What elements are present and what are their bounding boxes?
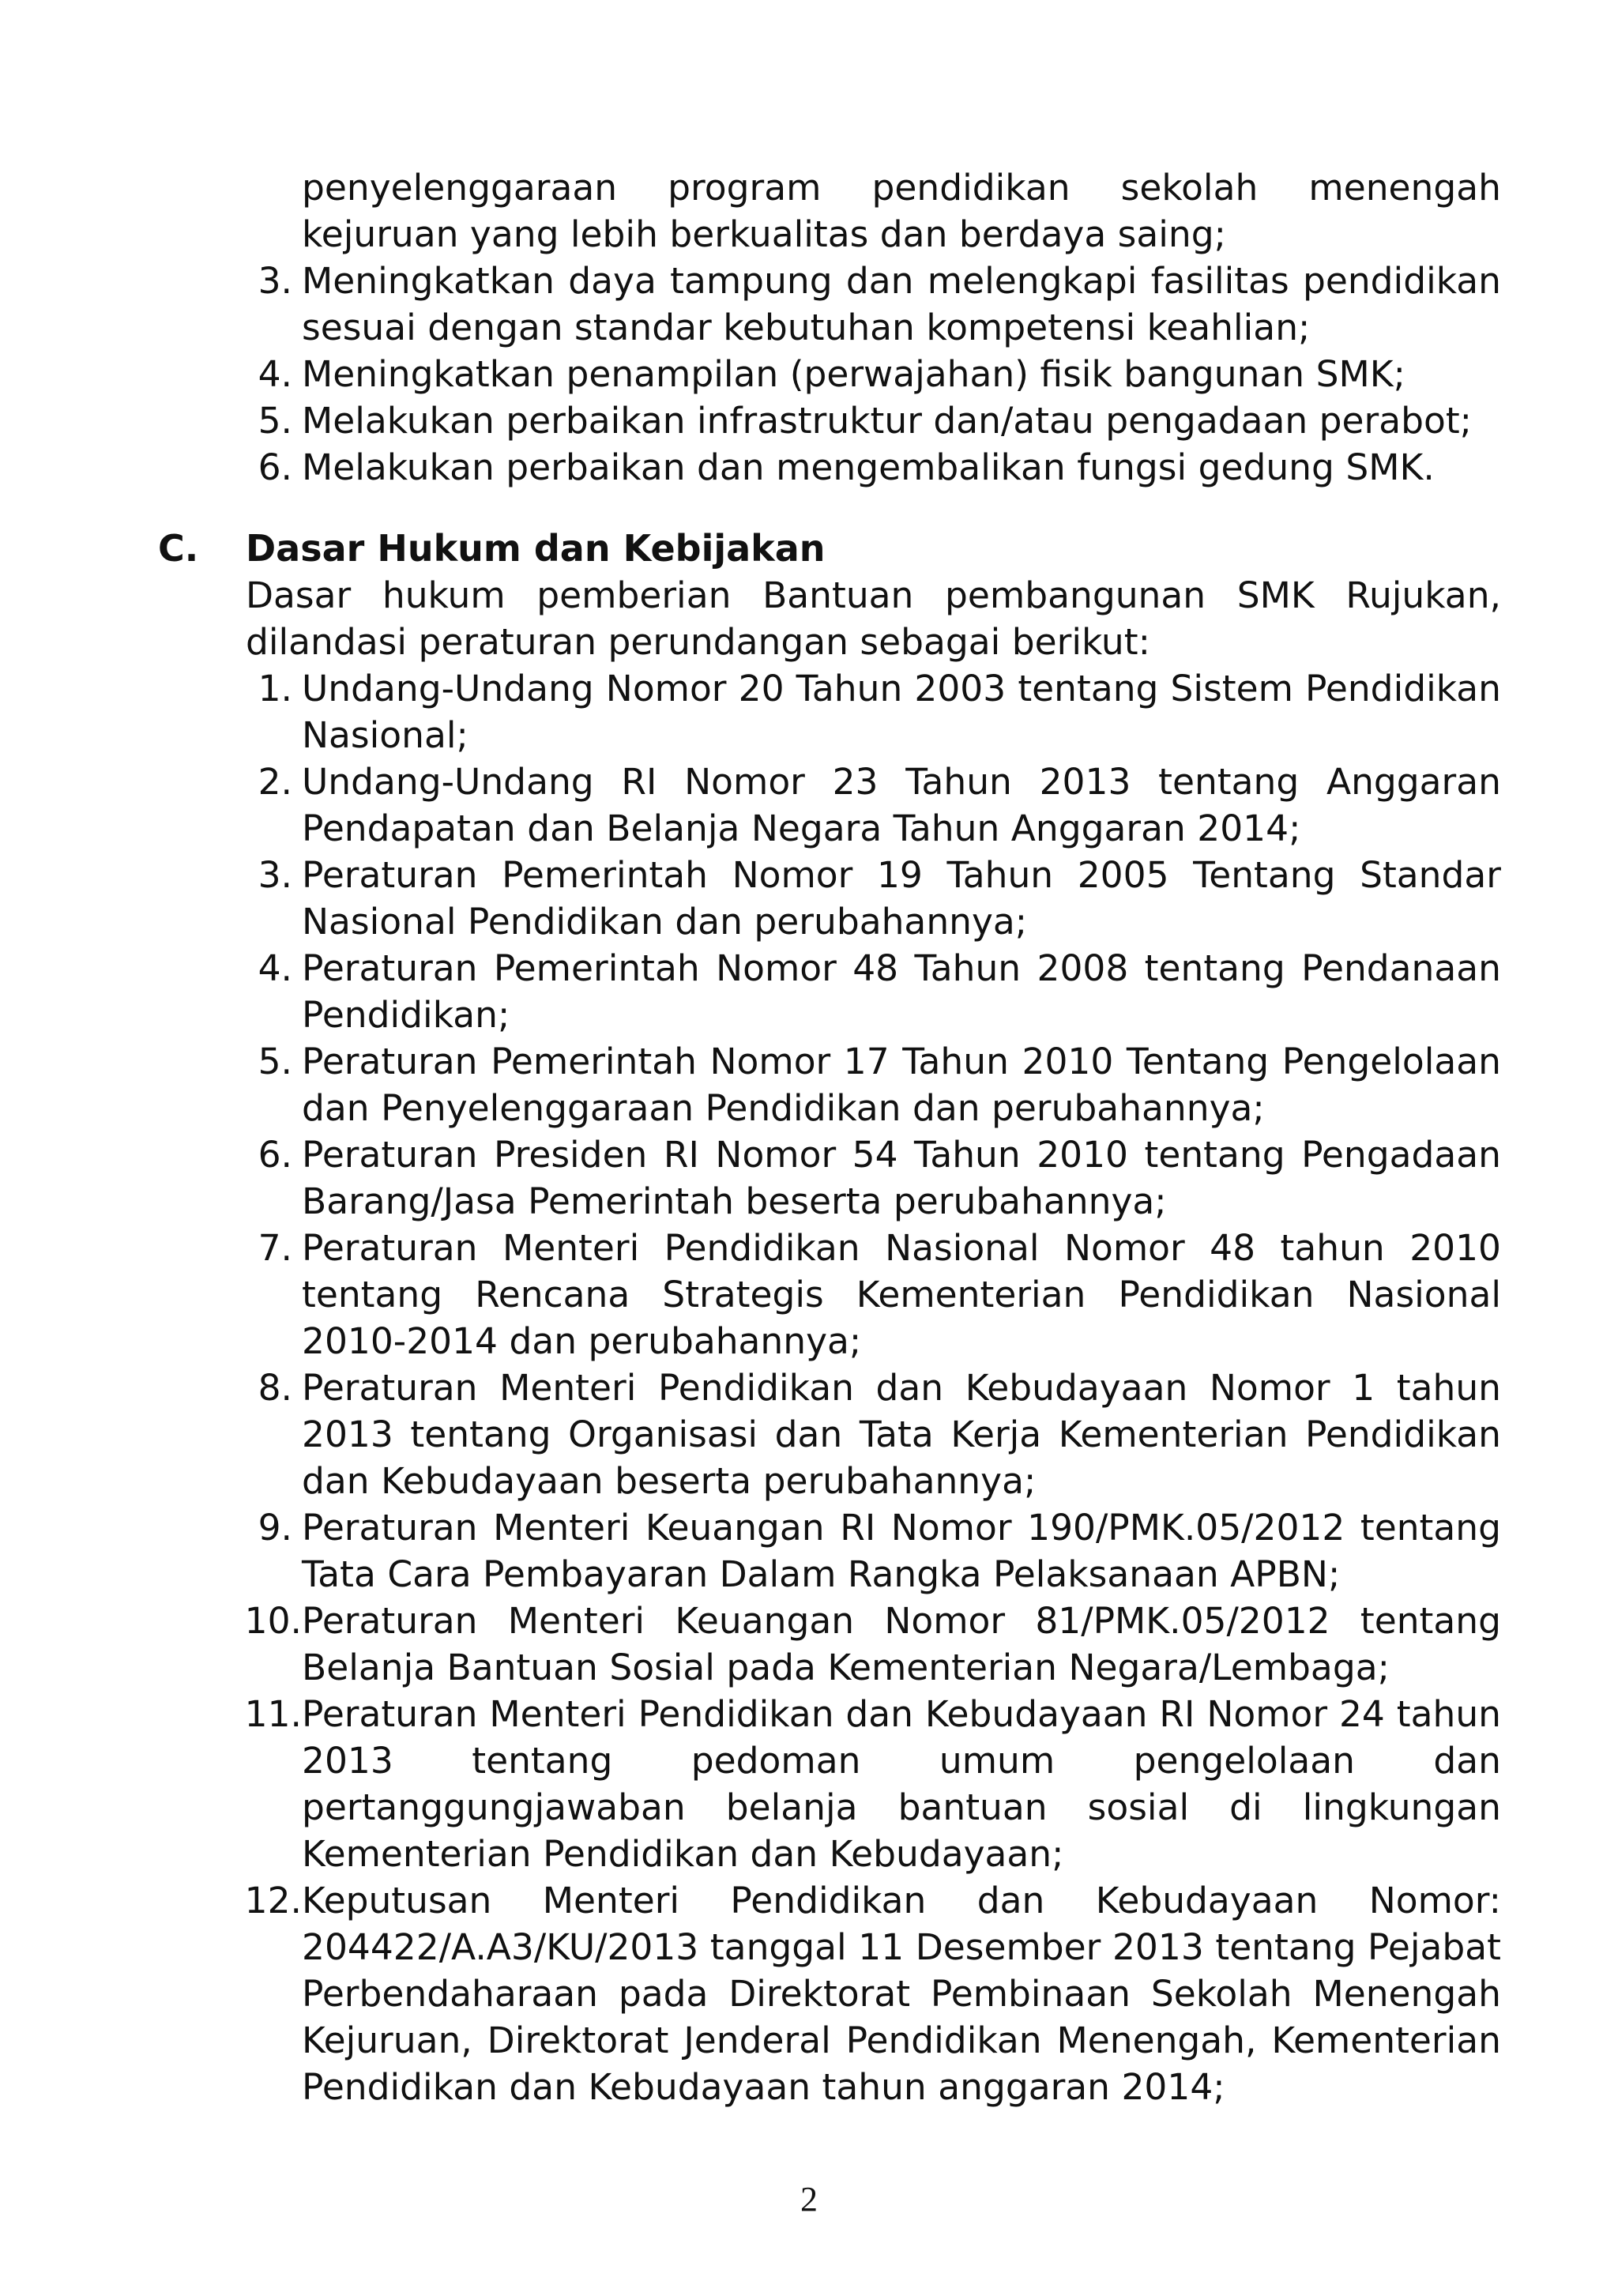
list-item-text: Peraturan Menteri Keuangan Nomor 81/PMK.05/2012 tentang Belanja Bantuan Sosial pada Kementerian Negara/Lembaga; — [302, 1600, 1501, 1688]
list-item-text: Meningkatkan penampilan (perwajahan) fisik bangunan SMK; — [302, 353, 1405, 395]
list-item — [158, 1877, 1501, 2110]
list-item-number: 3. — [258, 854, 292, 896]
section-letter: C. — [158, 527, 199, 570]
list-item-text: Melakukan perbaikan dan mengembalikan fungsi gedung SMK. — [302, 446, 1435, 488]
list-item-number: 3. — [258, 260, 292, 302]
list-item-number: 1. — [258, 668, 292, 710]
list-item-number: 4. — [258, 947, 292, 989]
list-item — [158, 1598, 1501, 1691]
list-item-number: 11. — [244, 1693, 302, 1735]
list-item — [158, 1131, 1501, 1225]
list-item-text: Peraturan Menteri Pendidikan dan Kebudayaan Nomor 1 tahun 2013 tentang Organisasi dan Tata Kerja Kementerian Pendidikan dan Kebudayaan beserta perubahannya; — [302, 1367, 1501, 1502]
list-item-number: 6. — [258, 446, 292, 488]
list-item — [158, 1504, 1501, 1598]
page-number: 2 — [800, 2180, 818, 2219]
list-item — [158, 1691, 1501, 1877]
list-item-text: Peraturan Pemerintah Nomor 48 Tahun 2008 tentang Pendanaan Pendidikan; — [302, 947, 1501, 1036]
list-item-text: Undang-Undang Nomor 20 Tahun 2003 tentang Sistem Pendidikan Nasional; — [302, 668, 1501, 756]
list-item-text: Peraturan Menteri Pendidikan Nasional Nomor 48 tahun 2010 tentang Rencana Strategis Kementerian Pendidikan Nasional 2010-2014 dan perubahannya; — [302, 1227, 1501, 1362]
list-item — [158, 1364, 1501, 1504]
list-item-number: 4. — [258, 353, 292, 395]
page-content — [158, 164, 1501, 2110]
list-item — [158, 665, 1501, 758]
list-item-number: 2. — [258, 761, 292, 803]
list-item — [158, 758, 1501, 852]
list-item-number: 6. — [258, 1134, 292, 1176]
list-item-number: 10. — [244, 1600, 302, 1642]
list-item-text: Keputusan Menteri Pendidikan dan Kebudayaan Nomor: 204422/A.A3/KU/2013 tanggal 11 Desember 2013 tentang Pejabat Perbendaharaan pada Direktorat Pembinaan Sekolah Menengah Kejuruan, Direktorat Jenderal Pendidikan Menengah, Kementerian Pendidikan dan Kebudayaan tahun anggaran 2014; — [302, 1880, 1501, 2108]
list-item-text: Peraturan Pemerintah Nomor 19 Tahun 2005 Tentang Standar Nasional Pendidikan dan perubahannya; — [302, 854, 1501, 943]
list-item-text: Melakukan perbaikan infrastruktur dan/atau pengadaan perabot; — [302, 400, 1472, 442]
section-heading — [158, 525, 1501, 572]
regulations-list — [158, 665, 1501, 2110]
list-item — [158, 1225, 1501, 1364]
list-item-number: 9. — [258, 1507, 292, 1549]
list-item — [158, 1038, 1501, 1131]
list-item-number: 5. — [258, 400, 292, 442]
list-item — [158, 945, 1501, 1038]
list-item-text: Meningkatkan daya tampung dan melengkapi fasilitas pendidikan sesuai dengan standar kebutuhan kompetensi keahlian; — [302, 260, 1501, 348]
list-item-number: 8. — [258, 1367, 292, 1409]
list-item-number: 7. — [258, 1227, 292, 1269]
continuation-paragraph: penyelenggaraan program pendidikan sekolah menengah kejuruan yang lebih berkualitas dan berdaya saing; — [302, 167, 1501, 255]
list-item — [158, 258, 1501, 351]
goals-list — [158, 258, 1501, 491]
list-item-text: Undang-Undang RI Nomor 23 Tahun 2013 tentang Anggaran Pendapatan dan Belanja Negara Tahun Anggaran 2014; — [302, 761, 1501, 849]
section-title: Dasar Hukum dan Kebijakan — [246, 527, 826, 570]
list-item-text: Peraturan Pemerintah Nomor 17 Tahun 2010 Tentang Pengelolaan dan Penyelenggaraan Pendidikan dan perubahannya; — [302, 1041, 1501, 1129]
list-item-text: Peraturan Menteri Pendidikan dan Kebudayaan RI Nomor 24 tahun 2013 tentang pedoman umum pengelolaan dan pertanggungjawaban belanja bantuan sosial di lingkungan Kementerian Pendidikan dan Kebudayaan; — [302, 1693, 1501, 1875]
list-item-text: Peraturan Menteri Keuangan RI Nomor 190/PMK.05/2012 tentang Tata Cara Pembayaran Dalam Rangka Pelaksanaan APBN; — [302, 1507, 1501, 1595]
list-item — [158, 351, 1501, 397]
list-item-number: 12. — [244, 1880, 302, 1921]
list-item-number: 5. — [258, 1041, 292, 1082]
list-item — [158, 444, 1501, 491]
list-item-text: Peraturan Presiden RI Nomor 54 Tahun 2010 tentang Pengadaan Barang/Jasa Pemerintah beserta perubahannya; — [302, 1134, 1501, 1222]
section-intro: Dasar hukum pemberian Bantuan pembangunan SMK Rujukan, dilandasi peraturan perundangan sebagai berikut: — [246, 574, 1501, 663]
list-item — [158, 397, 1501, 444]
list-item — [158, 852, 1501, 945]
